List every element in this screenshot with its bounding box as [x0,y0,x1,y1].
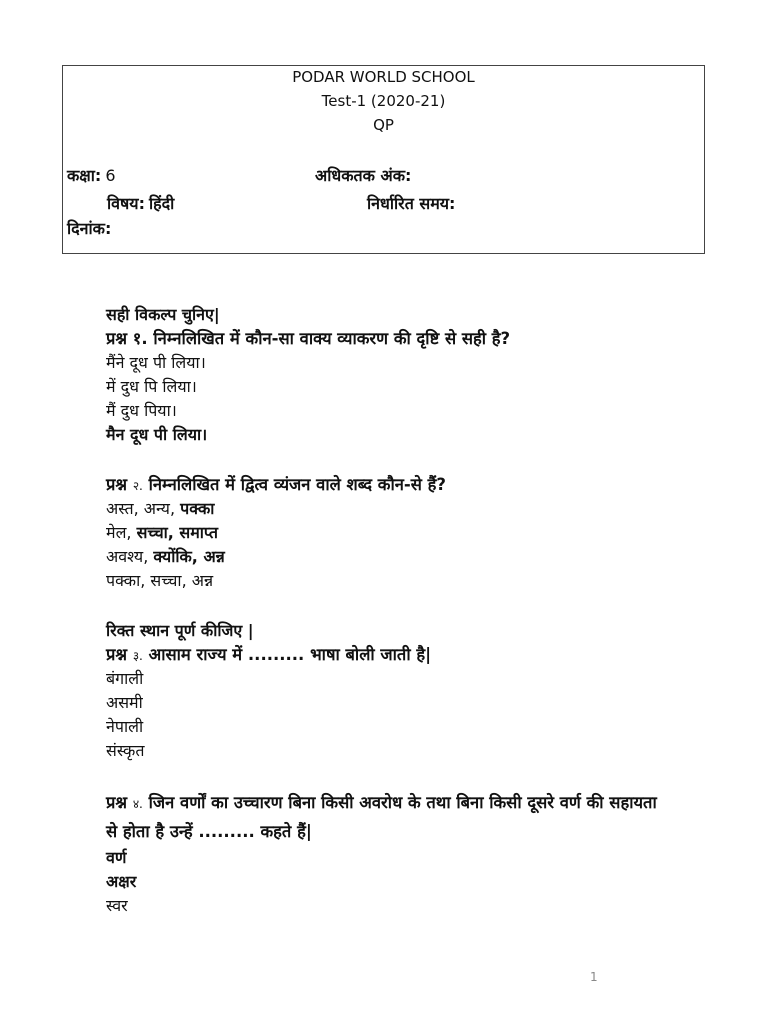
q4-prefix: प्रश्न [106,793,128,812]
school-name: PODAR WORLD SCHOOL [292,68,475,86]
q3-title [106,643,666,667]
q3-option-2: असमी [106,693,143,712]
q3-option-4: संस्कृत [106,741,145,760]
test-title: Test-1 (2020-21) [321,92,446,110]
q2-option-3 [106,545,666,569]
q1-option-2: में दुध पि लिया। [106,377,197,396]
class-label: कक्षा: [67,166,102,185]
max-marks-field [315,164,411,186]
subject-field [107,192,174,214]
q2-option-3-plain: अवश्य, [106,547,154,566]
q1-title [106,327,666,351]
subject-value: हिंदी [148,194,175,213]
q2-option-2 [106,521,666,545]
qp-label: QP [373,116,394,134]
q1-prefix: प्रश्न १. [106,329,148,348]
class-field [67,164,116,186]
q1-option-1: मैंने दूध पी लिया। [106,353,206,372]
q3-option-3: नेपाली [106,717,144,736]
question-content [106,303,666,918]
q2-option-3-bold: क्योंकि, अन्न [153,547,225,566]
q1-option-3: मैं दुध पिया। [106,401,177,420]
q4-option-3: स्वर [106,896,128,915]
q4-option-1: वर्ण [106,848,127,867]
q2-number: २. [132,479,143,493]
q1-text: निम्नलिखित में कौन-सा वाक्य व्याकरण की दृष्टि से सही है? [153,329,511,348]
max-marks-label: अधिकतक अंक: [315,166,412,185]
section1-instruction: सही विकल्प चुनिए| [106,305,220,324]
q4-number: ४. [132,797,143,811]
q4-text: जिन वर्णों का उच्चारण बिना किसी अवरोध के तथा बिना किसी दूसरे वर्ण की सहायता से होता है उन्हें ......... कहते हैं| [106,793,657,841]
q2-option-4: पक्का, सच्चा, अन्न [106,571,214,590]
class-value: 6 [105,166,116,185]
q2-option-2-bold: सच्चा, समाप्त [136,523,218,542]
subject-label: विषय: [107,194,145,213]
section2-instruction: रिक्त स्थान पूर्ण कीजिए | [106,621,254,640]
time-label: निर्धारित समय: [367,194,456,213]
q2-prefix: प्रश्न [106,475,128,494]
q3-number: ३. [132,649,143,663]
q3-prefix: प्रश्न [106,645,128,664]
q2-title [106,473,666,497]
q4-title [106,789,666,846]
time-field [367,192,455,214]
q1-option-4: मैन दूध पी लिया। [106,425,208,444]
date-label: दिनांक: [67,219,112,238]
q2-option-2-plain: मेल, [106,523,137,542]
header-box [62,65,705,254]
q2-text: निम्नलिखित में द्वित्व व्यंजन वाले शब्द कौन-से हैं? [148,475,446,494]
q2-option-1-plain: अस्त, अन्य, [106,499,181,518]
q2-option-1 [106,497,666,521]
q3-text: आसाम राज्य में ......... भाषा बोली जाती है| [148,645,432,664]
page-number: 1 [590,970,598,984]
q3-option-1: बंगाली [106,669,144,688]
date-field [67,217,111,239]
q2-option-1-bold: पक्का [180,499,215,518]
q4-option-2: अक्षर [106,872,137,891]
